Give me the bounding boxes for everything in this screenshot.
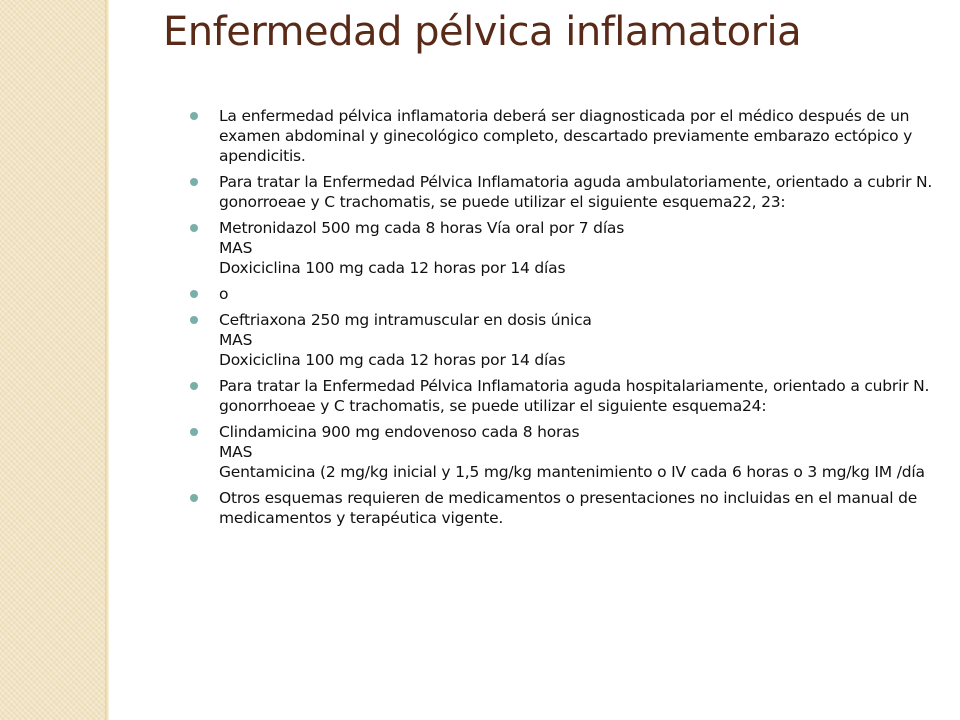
bullet-text: Ceftriaxona 250 mg intramuscular en dosis única [219,311,592,329]
bullet-text: Para tratar la Enfermedad Pélvica Inflamatoria aguda hospitalariamente, orientado a cubrir N. gonorrhoeae y C trachomatis, se puede utilizar el siguiente esquema24: [219,377,930,415]
bullet-dot-icon [190,494,198,502]
bullet-dot-icon [190,382,198,390]
bullet-list [190,106,950,534]
bullet-dot-icon [190,290,198,298]
bullet-text: Metronidazol 500 mg cada 8 horas Vía oral por 7 días [219,219,625,237]
bullet-item [190,310,950,370]
bullet-text: MAS [219,443,253,461]
bullet-text: Doxiciclina 100 mg cada 12 horas por 14 días [219,351,566,369]
bullet-dot-icon [190,112,198,120]
bullet-text: La enfermedad pélvica inflamatoria deberá ser diagnosticada por el médico después de un examen abdominal y ginecológico completo, descartado previamente embarazo ectópico y apendicitis. [219,107,913,165]
bullet-text: o [219,285,229,303]
decorative-side-rule [105,0,109,720]
bullet-text: Para tratar la Enfermedad Pélvica Inflamatoria aguda ambulatoriamente, orientado a cubrir N. gonorroeae y C trachomatis, se puede utilizar el siguiente esquema22, 23: [219,173,933,211]
bullet-item [190,376,950,416]
bullet-text: MAS [219,239,253,257]
bullet-text: Gentamicina (2 mg/kg inicial y 1,5 mg/kg mantenimiento o IV cada 6 horas o 3 mg/kg IM /día [219,463,925,481]
bullet-dot-icon [190,428,198,436]
bullet-text: Doxiciclina 100 mg cada 12 horas por 14 días [219,259,566,277]
bullet-dot-icon [190,316,198,324]
bullet-text: MAS [219,331,253,349]
bullet-text: Clindamicina 900 mg endovenoso cada 8 horas [219,423,580,441]
bullet-item [190,422,950,482]
bullet-item [190,284,950,304]
slide-title: Enfermedad pélvica inflamatoria [163,9,802,55]
bullet-dot-icon [190,224,198,232]
bullet-item [190,488,950,528]
bullet-item [190,172,950,212]
bullet-text: Otros esquemas requieren de medicamentos o presentaciones no incluidas en el manual de medicamentos y terapéutica vigente. [219,489,918,527]
bullet-dot-icon [190,178,198,186]
decorative-side-band [0,0,105,720]
bullet-item [190,218,950,278]
bullet-item [190,106,950,166]
